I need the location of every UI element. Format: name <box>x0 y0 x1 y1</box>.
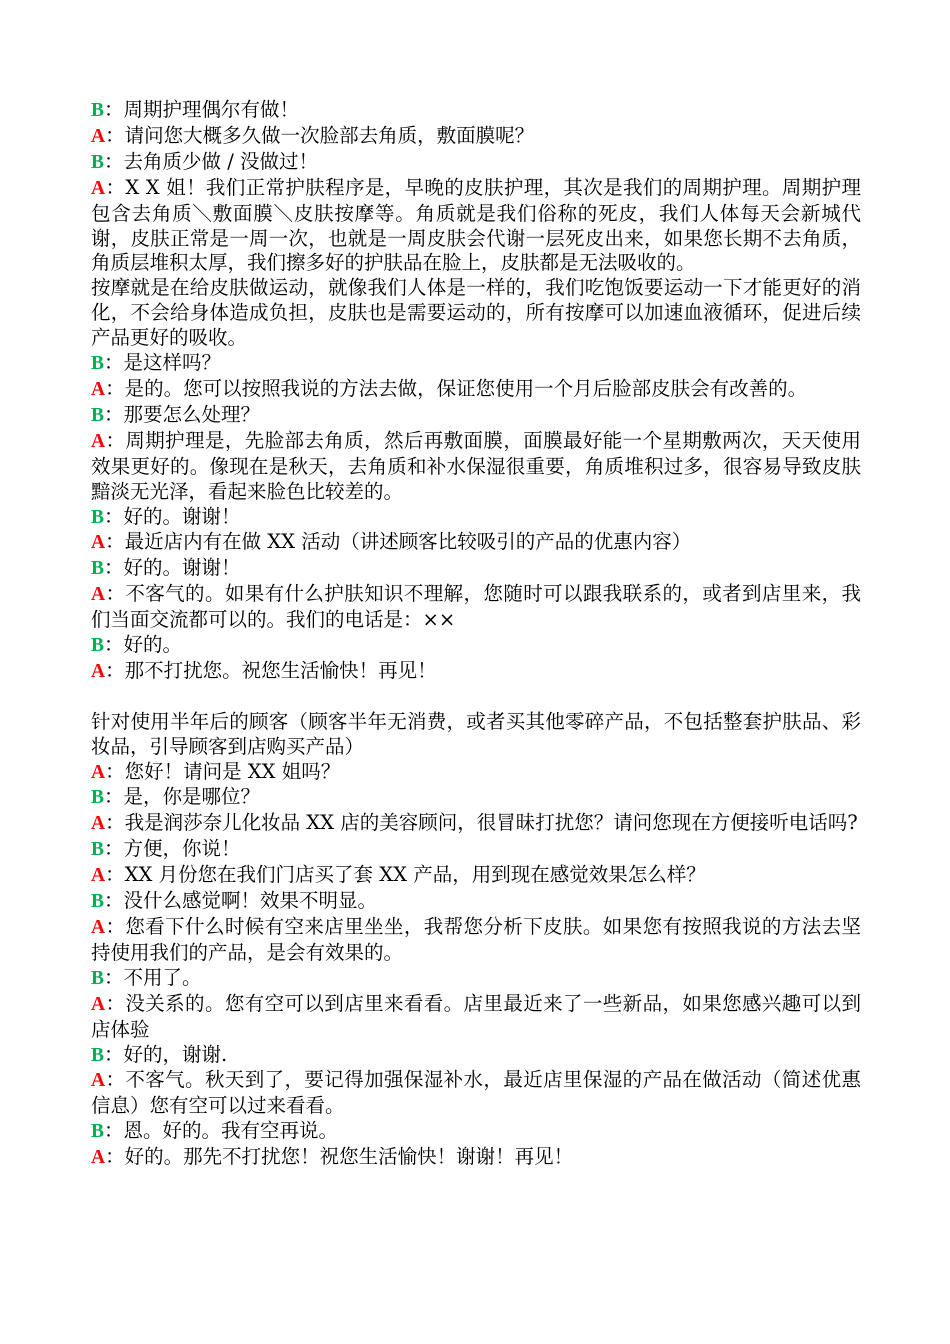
dialogue-line <box>91 276 861 351</box>
dialogue-text: ：好的。那先不打扰您！祝您生活愉快！谢谢！再见！ <box>105 1145 574 1169</box>
speaker-a-label: A <box>91 865 106 887</box>
dialogue-text: ：恩。好的。我有空再说。 <box>104 1119 339 1143</box>
speaker-b-label: B <box>91 353 105 375</box>
dialogue-text: ：好的。 <box>104 633 183 657</box>
dialogue-line <box>91 351 861 377</box>
dialogue-line <box>91 889 861 915</box>
dialogue-line <box>91 582 861 633</box>
dialogue-line <box>91 915 861 966</box>
speaker-a-label: A <box>91 125 106 147</box>
dialogue-text: ：那不打扰您。祝您生活愉快！再见！ <box>105 658 437 682</box>
dialogue-line <box>91 811 861 837</box>
speaker-a-label: A <box>91 660 106 682</box>
dialogue-line <box>91 1145 861 1171</box>
speaker-b-label: B <box>91 506 105 528</box>
dialogue-text: ：好的。谢谢！ <box>104 504 241 528</box>
speaker-a-label: A <box>91 993 106 1015</box>
dialogue-text: ：方便，你说！ <box>104 837 241 861</box>
dialogue-line <box>91 176 861 277</box>
dialogue-line <box>91 633 861 659</box>
dialogue-text: ：XX 月份您在我们门店买了套 XX 产品，用到现在感觉效果怎么样？ <box>105 863 706 887</box>
speaker-a-label: A <box>91 1070 106 1092</box>
speaker-a-label: A <box>91 916 106 938</box>
dialogue-line <box>91 124 861 150</box>
dialogue-line <box>91 1043 861 1069</box>
dialogue-section-2 <box>91 760 861 1172</box>
dialogue-text: ：不客气。秋天到了，要记得加强保湿补水，最近店里保湿的产品在做活动（简述优惠信息）您有空可以过来看看。 <box>91 1068 861 1118</box>
dialogue-line <box>91 403 861 429</box>
dialogue-text: ：是，你是哪位？ <box>104 785 261 809</box>
dialogue-line <box>91 785 861 811</box>
document-page <box>91 98 861 1171</box>
dialogue-text: ：您好！请问是 XX 姐吗？ <box>105 759 341 783</box>
dialogue-text: 按摩就是在给皮肤做运动，就像我们人体是一样的，我们吃饱饭要运动一下才能更好的消化，不会给身体造成负担，皮肤也是需要运动的，所有按摩可以加速血液循环，促进后续产品更好的吸收。 <box>91 276 861 350</box>
dialogue-line <box>91 659 861 685</box>
blank-line <box>91 685 861 710</box>
dialogue-line <box>91 863 861 889</box>
speaker-b-label: B <box>91 967 105 989</box>
speaker-b-label: B <box>91 635 105 657</box>
dialogue-text: ：那要怎么处理？ <box>104 402 261 426</box>
speaker-a-label: A <box>91 1147 106 1169</box>
dialogue-line <box>91 992 861 1043</box>
dialogue-text: ：您看下什么时候有空来店里坐坐，我帮您分析下皮肤。如果您有按照我说的方法去坚持使用我们的产品，是会有效果的。 <box>91 914 861 964</box>
speaker-a-label: A <box>91 532 106 554</box>
speaker-b-label: B <box>91 151 105 173</box>
dialogue-line <box>91 1068 861 1119</box>
dialogue-text: ：不用了。 <box>104 965 202 989</box>
speaker-b-label: B <box>91 891 105 913</box>
section-heading: 针对使用半年后的顾客（顾客半年无消费，或者买其他零碎产品，不包括整套护肤品、彩妆品，引导顾客到店购买产品） <box>91 709 861 758</box>
dialogue-line <box>91 1119 861 1145</box>
speaker-b-label: B <box>91 100 105 121</box>
speaker-b-label: B <box>91 1044 105 1066</box>
speaker-a-label: A <box>91 761 106 783</box>
dialogue-text: ：是这样吗？ <box>104 351 222 375</box>
dialogue-line <box>91 505 861 531</box>
dialogue-text: ：去角质少做 / 没做过！ <box>104 149 318 173</box>
dialogue-text: ：是的。您可以按照我说的方法去做，保证您使用一个月后脸部皮肤会有改善的。 <box>105 376 808 400</box>
speaker-b-label: B <box>91 839 105 861</box>
speaker-b-label: B <box>91 404 105 426</box>
dialogue-line <box>91 530 861 556</box>
speaker-a-label: A <box>91 430 106 452</box>
dialogue-line <box>91 966 861 992</box>
dialogue-line <box>91 377 861 403</box>
dialogue-text: ：周期护理是，先脸部去角质，然后再敷面膜，面膜最好能一个星期敷两次，天天使用效果更好的。像现在是秋天，去角质和补水保湿很重要，角质堆积过多，很容易导致皮肤黯淡无光泽，看起来脸色比较差的。 <box>91 428 861 503</box>
dialogue-text: ：周期护理偶尔有做！ <box>104 98 300 121</box>
dialogue-text: ：不客气的。如果有什么护肤知识不理解，您随时可以跟我联系的，或者到店里来，我们当面交流都可以的。我们的电话是：×× <box>91 582 861 632</box>
dialogue-text: ：没关系的。您有空可以到店里来看看。店里最近来了一些新品，如果您感兴趣可以到店体验 <box>91 991 861 1041</box>
dialogue-text: ：没什么感觉啊！效果不明显。 <box>104 889 378 913</box>
dialogue-text: ：请问您大概多久做一次脸部去角质，敷面膜呢？ <box>105 123 535 147</box>
dialogue-line <box>91 760 861 786</box>
dialogue-text: ：我是润莎奈儿化妆品 XX 店的美容顾问，很冒昧打扰您？请问您现在方便接听电话吗? <box>105 811 858 835</box>
dialogue-text: ：X X 姐！我们正常护肤程序是，早晚的皮肤护理，其次是我们的周期护理。周期护理包含去角质＼敷面膜＼皮肤按摩等。角质就是我们俗称的死皮，我们人体每天会新城代谢，皮肤正常是一周一次，也就是一周皮肤会代谢一层死皮出来，如果您长期不去角质，角质层堆积太厚，我们擦多好的护肤品在脸上，皮肤都是无法吸收的。 <box>91 175 861 275</box>
dialogue-line <box>91 556 861 582</box>
dialogue-section-1 <box>91 98 861 685</box>
dialogue-line <box>91 98 861 124</box>
dialogue-line <box>91 429 861 505</box>
dialogue-line <box>91 837 861 863</box>
speaker-b-label: B <box>91 1121 105 1143</box>
speaker-a-label: A <box>91 177 106 199</box>
dialogue-line <box>91 150 861 176</box>
dialogue-text: ：最近店内有在做 XX 活动（讲述顾客比较吸引的产品的优惠内容） <box>105 530 692 554</box>
speaker-a-label: A <box>91 378 106 400</box>
speaker-b-label: B <box>91 787 105 809</box>
dialogue-text: ：好的。谢谢！ <box>104 556 241 580</box>
dialogue-text: ：好的，谢谢. <box>104 1042 228 1066</box>
speaker-a-label: A <box>91 584 106 606</box>
speaker-a-label: A <box>91 813 106 835</box>
speaker-b-label: B <box>91 558 105 580</box>
